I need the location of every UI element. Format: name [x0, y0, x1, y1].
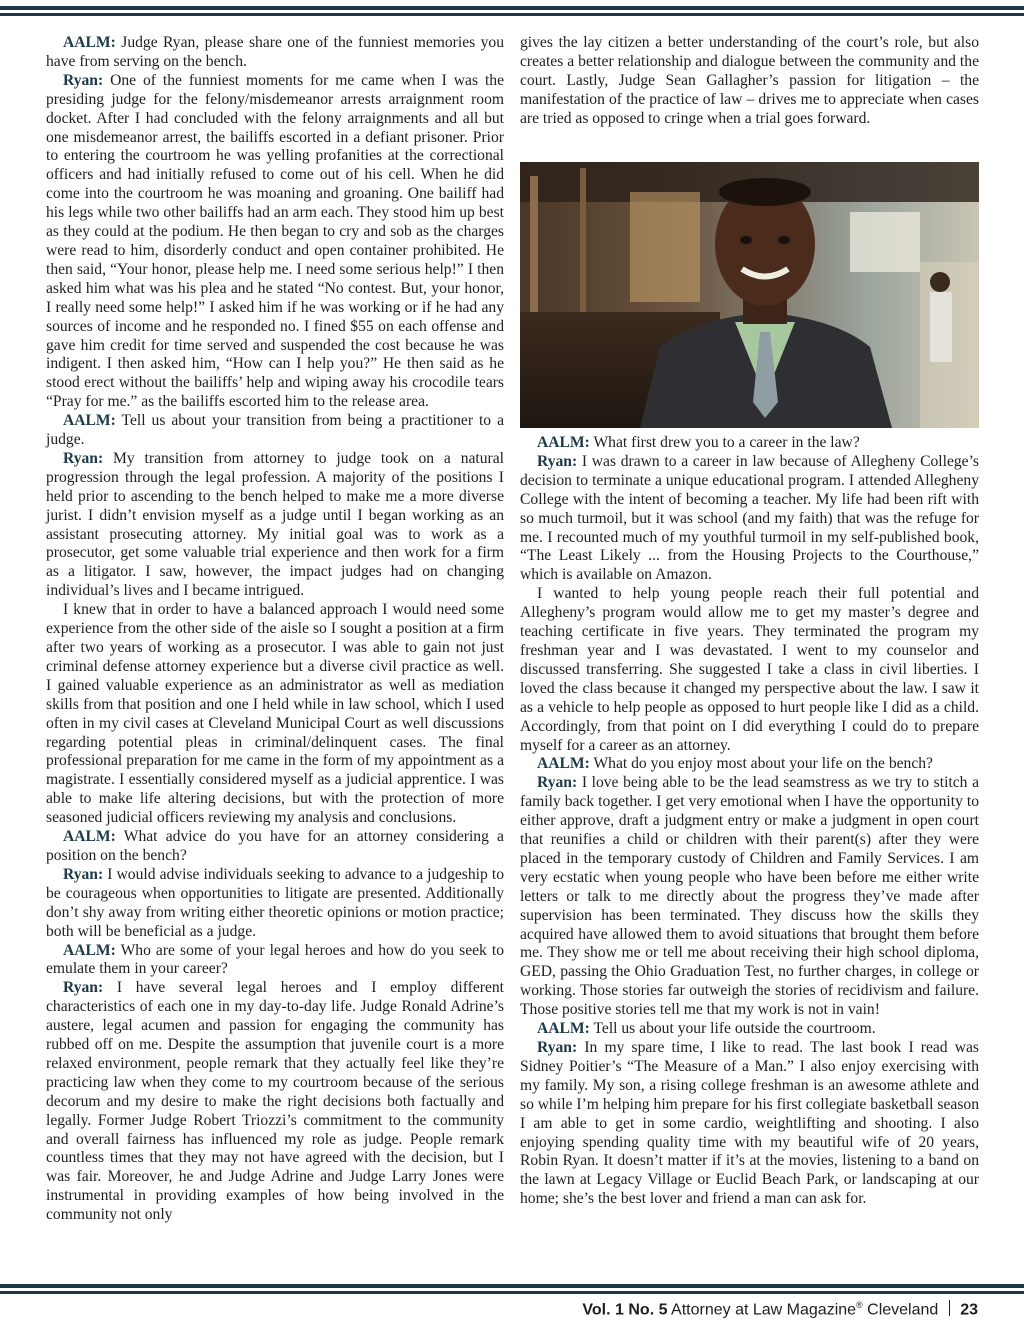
- paragraph-text: I wanted to help young people reach their full potential and Allegheny’s program would allow me to get my master’s degree and teaching certificate in five years. They terminated the program my freshman year and I was devastated. I went to my counselor and discussed transferring. She suggested I take a class in civil liberties. I loved the class because it changed my perspective about the law. I saw it as a vehicle to help people as opposed to hurt people like I did as a child. Accordingly, from that point on I did everything I could do to prepare myself for a career as an attorney.: [520, 585, 979, 754]
- paragraph: [520, 755, 979, 774]
- paragraph-text: Who are some of your legal heroes and how do you seek to emulate them in your career?: [46, 941, 504, 978]
- paragraph: [520, 1020, 979, 1039]
- paragraph: [46, 942, 504, 980]
- footer-divider: [949, 1300, 950, 1316]
- issue-volume: Vol. 1 No. 5: [582, 1301, 668, 1319]
- portrait-illustration: [520, 162, 979, 428]
- paragraph-text: What advice do you have for an attorney considering a position on the bench?: [46, 828, 504, 864]
- paragraph-text: gives the lay citizen a better understanding of the court’s role, but also creates a better relationship and dialogue between the community and the court. Lastly, Judge Sean Gallagher’s passion for litigation – the manifestation of the practice of law – drives me to appreciate when cases are tried as opposed to cringe when a trial goes forward.: [520, 34, 979, 127]
- paragraph: [46, 34, 504, 72]
- registered-mark: ®: [856, 1300, 863, 1310]
- bottom-rule-thin: [0, 1291, 1024, 1294]
- paragraph-text: I have several legal heroes and I employ different characteristics of each one in my day-to-day life. Judge Ronald Adrine’s austere, legal acumen and passion for engaging the community has rubbed off on me. Despite the assumption that juvenile court is a more relaxed environment, people remark that they actually feel like they’re practicing law when they come to my courtroom because of the serious decorum and my desire to make the right decisions both factually and legally. Former Judge Robert Triozzi’s commitment to the community and overall fairness has influenced my role as judge. People remark countless times that they may not have agreed with the decision, but I was fair. Moreover, he and Judge Adrine and Judge Larry Jones were instrumental in providing examples of how being involved in the community not only: [46, 979, 504, 1224]
- top-rule-thin: [0, 13, 1024, 16]
- speaker-label: Ryan:: [537, 774, 578, 792]
- paragraph-text: I knew that in order to have a balanced approach I would need some experience from the other side of the aisle so I sought a position at a firm after two years of working as a prosecutor. I was able to gain not just criminal defense attorney experience but a diverse civil practice as well. I gained valuable experience as an administrator as well as mediation skills from that position and one I held while in law school, which I used often in my civil cases at Cleveland Municipal Court as well discussions regarding potential pleas in criminal/delinquent cases. The final professional preparation for me came in the form of my appointment as a magistrate. I essentially considered myself as a judicial apprentice. I was able to make life altering decisions, but with the protection of more seasoned judicial officers reviewing my analysis and conclusions.: [46, 601, 504, 827]
- speaker-label: AALM:: [63, 412, 116, 430]
- paragraph: [520, 1039, 979, 1209]
- paragraph-text: I love being able to be the lead seamstress as we try to stitch a family back together. I get very emotional when I have the opportunity to either approve, draft a judgment entry or make a judgment in open court that reunifies a child or children with their parent(s) after they were placed in the temporary custody of Children and Family Services. I am very ecstatic when young people who have been before me either write letters or talk to me directly about the progress they’ve made after supervision has been terminated. They discuss how the skills they acquired have allowed them to avoid situations that brought them before me. They show me or tell me about receiving their high school diploma, GED, passing the Ohio Graduation Test, no further charges, in college or working. Those stories far outweigh the stories of recidivism and failure. Those positive stories tell me that my work is not in vain!: [520, 774, 979, 1019]
- speaker-label: AALM:: [537, 1020, 590, 1038]
- paragraph: [46, 450, 504, 601]
- paragraph-text: One of the funniest moments for me came when I was the presiding judge for the felony/misdemeanor arrests arraignment room docket. After I had concluded with the felony arraignments and all but one misdemeanor arrest, the bailiffs escorted in a defiant prisoner. Prior to entering the courtroom he was yelling profanities at the correctional officers and had initially refused to come out of his cell. When he did come into the courtroom he was moaning and groaning. One bailiff had his legs while two other bailiffs had an arm each. They stood him up best as they could at the podium. He then began to cry and sob as the charges were read to him, disorderly conduct and open container prohibited. He then said, “Your honor, please help me. I need some serious help!” I then asked him what was his plea and he stated “No contest. But, your honor, I really need some help!” I asked him if he was working or if he had any sources of income and he responded no. I fined $55 on each offense and gave him credit for time served and suspended the cost because he was indigent. I then asked him, “How can I help you?” He then said as he stood erect without the bailiffs’ help and wiping away his crocodile tears “Pray for me.” as the bailiffs escorted him to the release area.: [46, 71, 504, 411]
- paragraph: [520, 585, 979, 755]
- speaker-label: Ryan:: [537, 1039, 578, 1056]
- paragraph-text: Tell us about your transition from being a practitioner to a judge.: [46, 412, 504, 449]
- paragraph: [46, 601, 504, 828]
- paragraph: [520, 453, 979, 585]
- left-column: [46, 34, 504, 1225]
- paragraph: [520, 774, 979, 1020]
- right-column-top: [520, 34, 979, 129]
- speaker-label: Ryan:: [63, 865, 104, 883]
- speaker-label: AALM:: [63, 941, 116, 959]
- right-column-bottom: [520, 434, 979, 1209]
- paragraph-text: In my spare time, I like to read. The last book I read was Sidney Poitier’s “The Measure of a Man.” I also enjoy exercising with my family. My son, a rising college freshman is an awesome athlete and so while I’m helping him prepare for his first collegiate basketball season I am able to get in some cardio, weightlifting and shooting. I also enjoying spending quality time with my beautiful wife of 20 years, Robin Ryan. It doesn’t matter if it’s at the movies, listening to a band on the lawn at Legacy Village or Euclid Beach Park, or landscaping at our home; she’s the best lover and friend a man can ask for.: [520, 1039, 979, 1208]
- paragraph: [46, 866, 504, 942]
- paragraph: [46, 72, 504, 412]
- paragraph: [46, 412, 504, 450]
- speaker-label: AALM:: [63, 828, 116, 846]
- speaker-label: Ryan:: [63, 71, 104, 89]
- speaker-label: AALM:: [63, 34, 116, 51]
- paragraph: [46, 979, 504, 1225]
- paragraph: [46, 828, 504, 866]
- speaker-label: AALM:: [537, 434, 590, 451]
- speaker-label: AALM:: [537, 755, 590, 773]
- bottom-rule: [0, 1284, 1024, 1288]
- paragraph-text: What do you enjoy most about your life on the bench?: [593, 755, 933, 773]
- paragraph-text: I would advise individuals seeking to advance to a judgeship to be courageous when opportunities to litigate are presented. Additionally don’t shy away from writing either theoretic opinions or motion practice; both will be beneficial as a judge.: [46, 865, 504, 940]
- paragraph-text: Tell us about your life outside the courtroom.: [593, 1020, 876, 1038]
- edition-city: Cleveland: [867, 1301, 939, 1319]
- paragraph-text: I was drawn to a career in law because of Allegheny College’s decision to terminate a unique educational program. I attended Allegheny College with the intent of becoming a teacher. My life had been rift with so much turmoil, but it was school (and my faith) that was the refuge for me. I recounted much of my youthful turmoil in my self-published book, “The Least Likely ... from the Housing Projects to the Courthouse,” which is available on Amazon.: [520, 452, 979, 584]
- paragraph-text: What first drew you to a career in the law?: [593, 434, 860, 451]
- paragraph: [520, 34, 979, 129]
- speaker-label: Ryan:: [537, 452, 578, 470]
- speaker-label: Ryan:: [63, 979, 104, 997]
- page-number: 23: [960, 1301, 978, 1319]
- paragraph-text: Judge Ryan, please share one of the funniest memories you have from serving on the bench.: [46, 34, 504, 70]
- page-footer: [0, 1300, 978, 1319]
- paragraph-text: My transition from attorney to judge took on a natural progression through the legal profession. A majority of the positions I held prior to ascending to the bench helped to make me a more diverse jurist. I didn’t envision myself as a judge until I began working as an assistant prosecuting attorney. My initial goal was to work as a prosecutor, get some valuable trial experience and then work for a firm as a litigator. I saw, however, the impact judges had on changing individual’s lives and I became intrigued.: [46, 449, 504, 600]
- paragraph: [520, 434, 979, 453]
- top-rule: [0, 6, 1024, 10]
- portrait-photo: [520, 162, 979, 428]
- speaker-label: Ryan:: [63, 449, 104, 467]
- magazine-name: Attorney at Law Magazine: [671, 1301, 857, 1319]
